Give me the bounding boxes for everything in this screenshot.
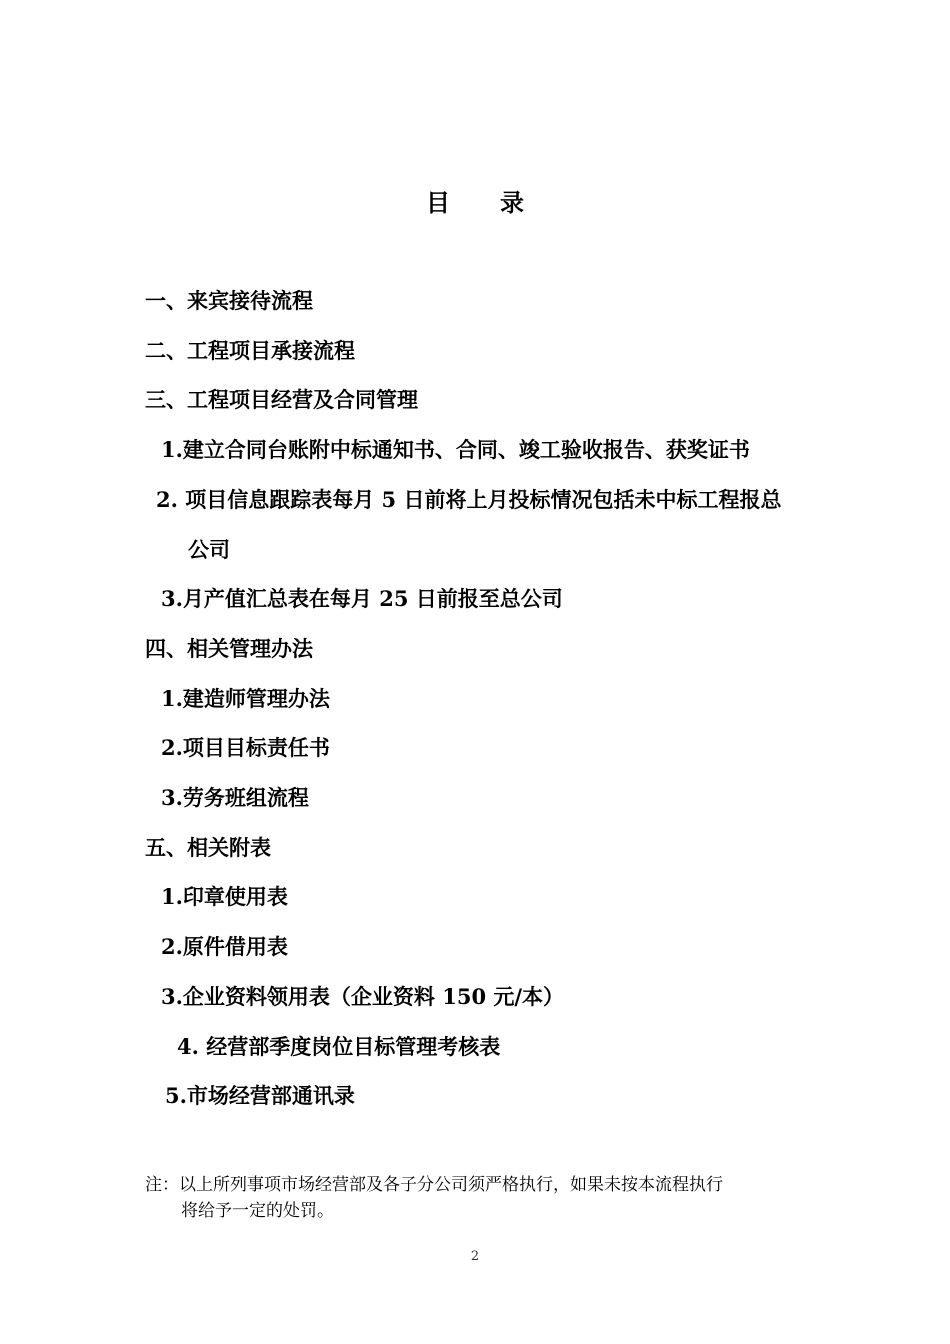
toc-item-4-2: 2.项目目标责任书 — [161, 735, 330, 760]
toc-item-5-4: 4. 经营部季度岗位目标管理考核表 — [177, 1034, 501, 1059]
footnote-line-1: 注：以上所列事项市场经营部及各子分公司须严格执行，如果未按本流程执行 — [145, 1175, 723, 1195]
title-char-2: 录 — [500, 188, 524, 217]
toc-section-1: 一、来宾接待流程 — [145, 288, 313, 313]
footnote — [145, 1172, 815, 1224]
toc-item-5-5: 5.市场经营部通讯录 — [165, 1083, 355, 1108]
footnote-line-2: 将给予一定的处罚。 — [181, 1201, 334, 1221]
toc-section-3: 三、工程项目经营及合同管理 — [145, 387, 418, 412]
toc-item-4-3: 3.劳务班组流程 — [161, 785, 309, 810]
page-number: 2 — [470, 1249, 480, 1264]
toc-item-5-3: 3.企业资料领用表（企业资料 150 元/本） — [161, 984, 565, 1009]
page-title — [0, 183, 950, 218]
toc-item-4-1: 1.建造师管理办法 — [161, 686, 330, 711]
toc-item-3-3: 3.月产值汇总表在每月 25 日前报至总公司 — [161, 586, 563, 611]
toc-item-3-1: 1.建立合同台账附中标通知书、合同、竣工验收报告、获奖证书 — [161, 437, 750, 462]
toc-item-3-2-cont: 公司 — [188, 537, 230, 562]
title-char-1: 目 — [426, 188, 450, 217]
toc-item-5-1: 1.印章使用表 — [161, 884, 288, 909]
toc-item-5-2: 2.原件借用表 — [161, 934, 288, 959]
toc-section-4: 四、相关管理办法 — [145, 636, 313, 661]
toc-section-5: 五、相关附表 — [145, 835, 271, 860]
toc-item-3-2: 2. 项目信息跟踪表每月 5 日前将上月投标情况包括未中标工程报总 — [156, 487, 782, 512]
toc-section-2: 二、工程项目承接流程 — [145, 338, 355, 363]
